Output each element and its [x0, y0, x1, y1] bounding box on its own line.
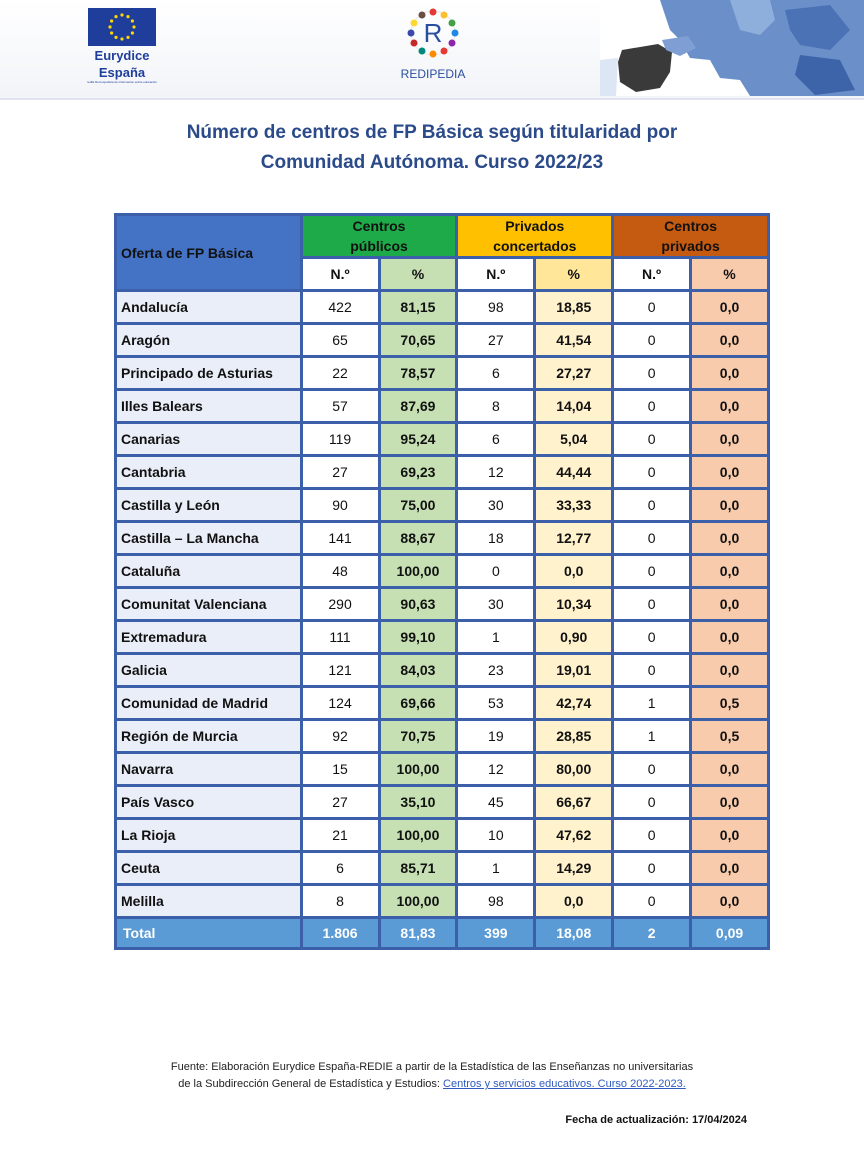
table-row [117, 556, 767, 586]
fp-basica-table [114, 213, 770, 950]
header-privados-concertados [458, 216, 611, 256]
cell-priv-n: 0 [614, 655, 689, 685]
subheader-concertados-pct: % [536, 259, 611, 289]
cell-conc-pct: 0,0 [536, 556, 611, 586]
total-pub-n: 1.806 [303, 919, 378, 947]
cell-pub-pct: 81,15 [381, 292, 456, 322]
cell-conc-n: 10 [458, 820, 533, 850]
cell-region-name: Comunidad de Madrid [117, 688, 300, 718]
cell-region-name: Andalucía [117, 292, 300, 322]
cell-conc-n: 30 [458, 490, 533, 520]
header-privados-line1: Centros [664, 218, 718, 234]
cell-priv-pct: 0,0 [692, 325, 767, 355]
total-pub-pct: 81,83 [381, 919, 456, 947]
subheader-concertados-num: N.º [458, 259, 533, 289]
page-title [0, 118, 864, 178]
cell-priv-n: 0 [614, 457, 689, 487]
cell-pub-n: 290 [303, 589, 378, 619]
table-row [117, 754, 767, 784]
cell-pub-pct: 85,71 [381, 853, 456, 883]
table-row [117, 853, 767, 883]
cell-conc-pct: 41,54 [536, 325, 611, 355]
cell-conc-pct: 10,34 [536, 589, 611, 619]
cell-conc-pct: 47,62 [536, 820, 611, 850]
total-priv-pct: 0,09 [692, 919, 767, 947]
cell-region-name: Illes Balears [117, 391, 300, 421]
cell-priv-n: 1 [614, 721, 689, 751]
cell-priv-n: 0 [614, 490, 689, 520]
header-publicos-line1: Centros [352, 218, 406, 234]
page-header [0, 0, 864, 100]
cell-conc-n: 6 [458, 424, 533, 454]
cell-pub-pct: 99,10 [381, 622, 456, 652]
cell-conc-n: 98 [458, 292, 533, 322]
header-publicos-line2: públicos [350, 238, 408, 254]
cell-pub-n: 119 [303, 424, 378, 454]
total-conc-pct: 18,08 [536, 919, 611, 947]
cell-pub-pct: 100,00 [381, 556, 456, 586]
total-conc-n: 399 [458, 919, 533, 947]
eurydice-logo [87, 8, 157, 84]
cell-pub-n: 27 [303, 787, 378, 817]
total-priv-n: 2 [614, 919, 689, 947]
cell-pub-n: 8 [303, 886, 378, 916]
cell-priv-n: 1 [614, 688, 689, 718]
cell-pub-n: 141 [303, 523, 378, 553]
source-line2 [0, 1076, 864, 1093]
cell-conc-n: 12 [458, 457, 533, 487]
cell-priv-pct: 0,0 [692, 787, 767, 817]
cell-priv-pct: 0,0 [692, 358, 767, 388]
cell-priv-pct: 0,0 [692, 292, 767, 322]
cell-priv-pct: 0,0 [692, 886, 767, 916]
cell-priv-n: 0 [614, 853, 689, 883]
cell-region-name: Comunitat Valenciana [117, 589, 300, 619]
table-row [117, 424, 767, 454]
cell-priv-pct: 0,0 [692, 391, 767, 421]
cell-pub-pct: 69,23 [381, 457, 456, 487]
subheader-privados-num: N.º [614, 259, 689, 289]
cell-pub-n: 65 [303, 325, 378, 355]
cell-region-name: Galicia [117, 655, 300, 685]
table-row [117, 886, 767, 916]
cell-conc-pct: 5,04 [536, 424, 611, 454]
table-total-row [117, 919, 767, 947]
cell-pub-pct: 100,00 [381, 886, 456, 916]
table-row [117, 721, 767, 751]
cell-conc-n: 6 [458, 358, 533, 388]
table-row [117, 820, 767, 850]
cell-pub-pct: 35,10 [381, 787, 456, 817]
cell-region-name: Región de Murcia [117, 721, 300, 751]
cell-priv-pct: 0,0 [692, 424, 767, 454]
cell-priv-pct: 0,0 [692, 655, 767, 685]
cell-conc-pct: 0,0 [536, 886, 611, 916]
cell-pub-pct: 100,00 [381, 754, 456, 784]
cell-conc-n: 45 [458, 787, 533, 817]
table-row [117, 457, 767, 487]
cell-region-name: Aragón [117, 325, 300, 355]
cell-priv-pct: 0,0 [692, 589, 767, 619]
cell-pub-pct: 95,24 [381, 424, 456, 454]
cell-conc-pct: 19,01 [536, 655, 611, 685]
cell-conc-pct: 12,77 [536, 523, 611, 553]
cell-region-name: Canarias [117, 424, 300, 454]
cell-priv-n: 0 [614, 589, 689, 619]
cell-conc-pct: 44,44 [536, 457, 611, 487]
cell-conc-n: 8 [458, 391, 533, 421]
header-concertados-line2: concertados [493, 238, 577, 254]
cell-region-name: Cataluña [117, 556, 300, 586]
cell-conc-pct: 14,29 [536, 853, 611, 883]
cell-pub-n: 22 [303, 358, 378, 388]
header-concertados-line1: Privados [505, 218, 565, 234]
header-centros-publicos [303, 216, 456, 256]
table-row [117, 622, 767, 652]
table-header-row [117, 216, 767, 256]
eu-flag-icon [88, 8, 156, 46]
eurydice-subtitle: redIE Red española de información sobre educación [87, 80, 157, 84]
cell-conc-pct: 28,85 [536, 721, 611, 751]
cell-conc-pct: 14,04 [536, 391, 611, 421]
cell-region-name: Principado de Asturias [117, 358, 300, 388]
eurydice-name-line2: España [98, 65, 146, 80]
cell-pub-n: 15 [303, 754, 378, 784]
cell-priv-n: 0 [614, 292, 689, 322]
cell-pub-n: 124 [303, 688, 378, 718]
cell-region-name: Extremadura [117, 622, 300, 652]
cell-region-name: Navarra [117, 754, 300, 784]
cell-pub-pct: 70,75 [381, 721, 456, 751]
title-line2: Comunidad Autónoma. Curso 2022/23 [260, 152, 604, 173]
cell-conc-n: 0 [458, 556, 533, 586]
cell-priv-n: 0 [614, 820, 689, 850]
total-label: Total [117, 919, 300, 947]
cell-conc-n: 27 [458, 325, 533, 355]
eurydice-name-line1: Eurydice [94, 48, 150, 63]
cell-priv-pct: 0,0 [692, 622, 767, 652]
cell-priv-pct: 0,5 [692, 721, 767, 751]
subheader-privados-pct: % [692, 259, 767, 289]
cell-priv-n: 0 [614, 325, 689, 355]
source-note [0, 1059, 864, 1093]
cell-priv-n: 0 [614, 391, 689, 421]
cell-pub-pct: 69,66 [381, 688, 456, 718]
cell-pub-pct: 78,57 [381, 358, 456, 388]
cell-priv-n: 0 [614, 754, 689, 784]
header-centros-privados [614, 216, 767, 256]
cell-priv-pct: 0,0 [692, 853, 767, 883]
cell-pub-pct: 75,00 [381, 490, 456, 520]
source-line2-prefix: de la Subdirección General de Estadística y Estudios: [178, 1078, 440, 1090]
cell-pub-pct: 87,69 [381, 391, 456, 421]
cell-priv-pct: 0,0 [692, 754, 767, 784]
source-link[interactable]: Centros y servicios educativos. Curso 2022-2023. [443, 1078, 686, 1090]
cell-priv-n: 0 [614, 556, 689, 586]
cell-region-name: Ceuta [117, 853, 300, 883]
redipedia-logo [383, 2, 483, 81]
update-date: Fecha de actualización: 17/04/2024 [565, 1114, 747, 1126]
cell-priv-n: 0 [614, 787, 689, 817]
table-row [117, 490, 767, 520]
cell-region-name: País Vasco [117, 787, 300, 817]
cell-pub-n: 27 [303, 457, 378, 487]
table-row [117, 391, 767, 421]
cell-region-name: Cantabria [117, 457, 300, 487]
cell-conc-n: 53 [458, 688, 533, 718]
cell-priv-pct: 0,0 [692, 490, 767, 520]
cell-pub-n: 90 [303, 490, 378, 520]
table-row [117, 523, 767, 553]
table-row [117, 787, 767, 817]
table-row [117, 655, 767, 685]
cell-conc-n: 23 [458, 655, 533, 685]
cell-pub-pct: 70,65 [381, 325, 456, 355]
cell-priv-pct: 0,0 [692, 457, 767, 487]
subheader-publicos-pct: % [381, 259, 456, 289]
cell-pub-n: 21 [303, 820, 378, 850]
subheader-publicos-num: N.º [303, 259, 378, 289]
cell-conc-pct: 80,00 [536, 754, 611, 784]
cell-conc-n: 30 [458, 589, 533, 619]
cell-conc-n: 1 [458, 622, 533, 652]
source-line1: Fuente: Elaboración Eurydice España-REDIE a partir de la Estadística de las Enseñanzas no universitarias [170, 1061, 694, 1073]
cell-pub-n: 48 [303, 556, 378, 586]
cell-pub-n: 57 [303, 391, 378, 421]
cell-conc-n: 98 [458, 886, 533, 916]
cell-pub-n: 111 [303, 622, 378, 652]
cell-pub-n: 6 [303, 853, 378, 883]
cell-pub-pct: 90,63 [381, 589, 456, 619]
cell-pub-n: 121 [303, 655, 378, 685]
cell-priv-pct: 0,5 [692, 688, 767, 718]
cell-pub-pct: 100,00 [381, 820, 456, 850]
cell-priv-n: 0 [614, 358, 689, 388]
table-row [117, 325, 767, 355]
cell-region-name: La Rioja [117, 820, 300, 850]
redipedia-letter: R [423, 18, 443, 48]
table-row [117, 688, 767, 718]
table-row [117, 358, 767, 388]
cell-priv-pct: 0,0 [692, 523, 767, 553]
cell-conc-pct: 33,33 [536, 490, 611, 520]
cell-conc-pct: 0,90 [536, 622, 611, 652]
cell-conc-pct: 18,85 [536, 292, 611, 322]
header-privados-line2: privados [661, 238, 720, 254]
redipedia-ring-icon [403, 2, 463, 64]
header-oferta: Oferta de FP Básica [117, 216, 300, 289]
cell-conc-pct: 66,67 [536, 787, 611, 817]
table-row [117, 292, 767, 322]
cell-pub-n: 422 [303, 292, 378, 322]
cell-region-name: Melilla [117, 886, 300, 916]
cell-pub-pct: 84,03 [381, 655, 456, 685]
cell-priv-n: 0 [614, 523, 689, 553]
table-row [117, 589, 767, 619]
cell-region-name: Castilla y León [117, 490, 300, 520]
cell-region-name: Castilla – La Mancha [117, 523, 300, 553]
cell-priv-n: 0 [614, 886, 689, 916]
title-line1: Número de centros de FP Básica según titularidad por [186, 122, 678, 143]
cell-priv-pct: 0,0 [692, 556, 767, 586]
table-body [117, 292, 767, 916]
cell-conc-pct: 27,27 [536, 358, 611, 388]
cell-conc-n: 12 [458, 754, 533, 784]
cell-conc-n: 19 [458, 721, 533, 751]
redipedia-name: REDIPEDIA [400, 67, 466, 81]
europe-map-icon [600, 0, 864, 96]
cell-priv-pct: 0,0 [692, 820, 767, 850]
cell-pub-pct: 88,67 [381, 523, 456, 553]
cell-priv-n: 0 [614, 424, 689, 454]
cell-conc-n: 1 [458, 853, 533, 883]
cell-conc-pct: 42,74 [536, 688, 611, 718]
cell-pub-n: 92 [303, 721, 378, 751]
cell-conc-n: 18 [458, 523, 533, 553]
cell-priv-n: 0 [614, 622, 689, 652]
